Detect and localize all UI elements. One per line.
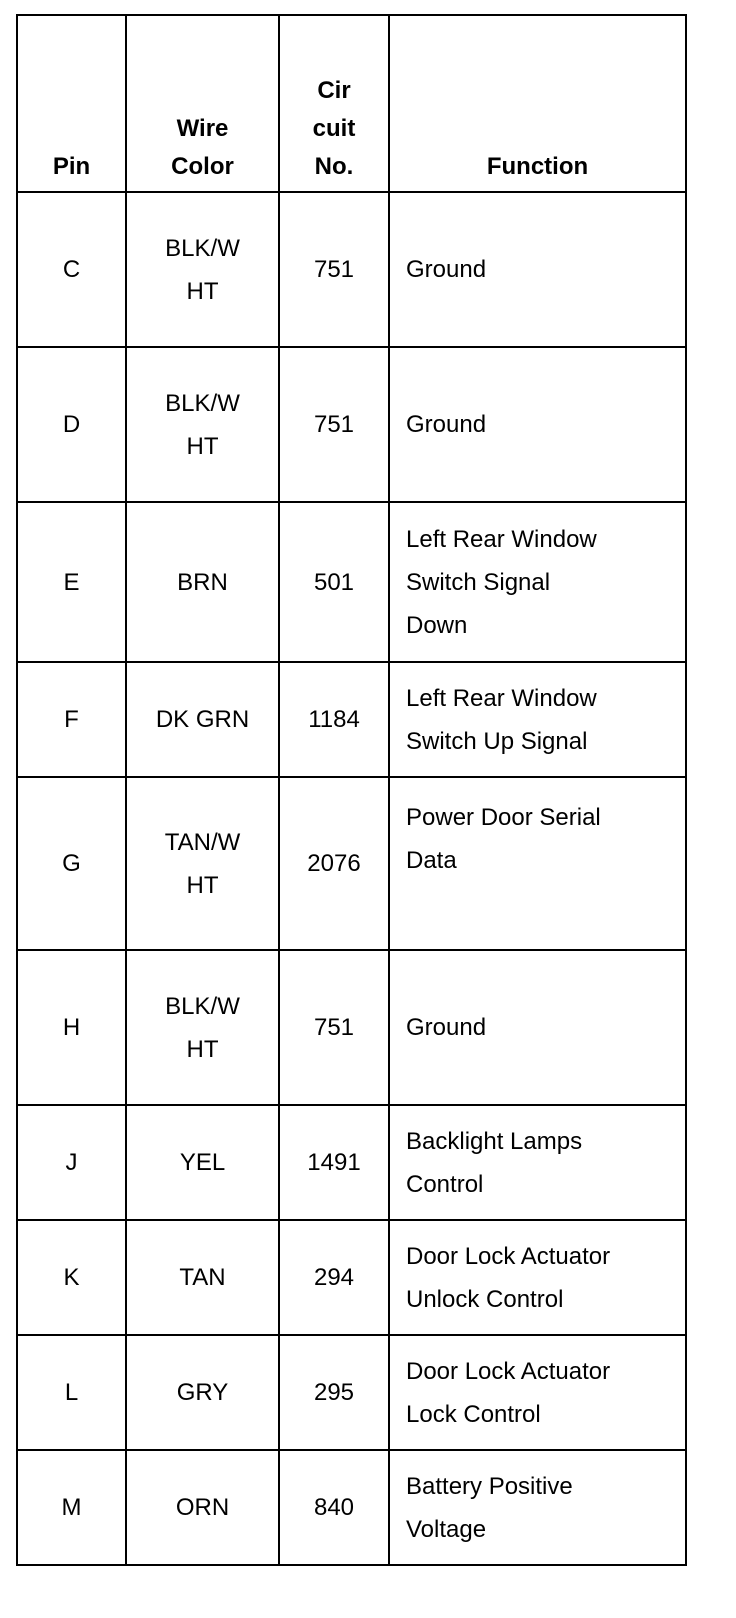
table-row [17,1105,686,1220]
circuit-cell: 751 [279,950,389,1105]
wire-color-cell: TAN [126,1220,279,1335]
wire-color-cell: YEL [126,1105,279,1220]
table-row [17,777,686,950]
function-cell: Ground [389,950,686,1105]
wire-color-cell: TAN/W HT [126,777,279,950]
circuit-cell: 1491 [279,1105,389,1220]
pin-cell: D [17,347,126,502]
function-cell: Door Lock Actuator Lock Control [389,1335,686,1450]
function-cell: Door Lock Actuator Unlock Control [389,1220,686,1335]
circuit-cell: 501 [279,502,389,662]
circuit-cell: 1184 [279,662,389,777]
wire-color-cell: BLK/W HT [126,950,279,1105]
header-function: Function [389,15,686,192]
pin-cell: K [17,1220,126,1335]
table-row [17,192,686,347]
header-circuit-no: Cir cuit No. [279,15,389,192]
wire-color-cell: BLK/W HT [126,192,279,347]
table-row [17,347,686,502]
function-cell: Left Rear Window Switch Up Signal [389,662,686,777]
wire-color-cell: BRN [126,502,279,662]
function-cell: Left Rear Window Switch Signal Down [389,502,686,662]
function-cell: Ground [389,192,686,347]
table-header [17,15,686,192]
table-row [17,950,686,1105]
header-wire-color: Wire Color [126,15,279,192]
circuit-cell: 751 [279,347,389,502]
connector-pinout-table-wrapper [16,14,685,1566]
function-cell: Ground [389,347,686,502]
pin-cell: E [17,502,126,662]
table-row [17,662,686,777]
table-row [17,502,686,662]
pin-cell: F [17,662,126,777]
circuit-cell: 2076 [279,777,389,950]
header-pin: Pin [17,15,126,192]
circuit-cell: 295 [279,1335,389,1450]
pin-cell: M [17,1450,126,1565]
circuit-cell: 840 [279,1450,389,1565]
function-cell: Power Door Serial Data [389,777,686,950]
wire-color-cell: DK GRN [126,662,279,777]
table-row [17,1220,686,1335]
wire-color-cell: GRY [126,1335,279,1450]
pin-cell: G [17,777,126,950]
table-row [17,1335,686,1450]
table-body [17,192,686,1565]
wire-color-cell: ORN [126,1450,279,1565]
pin-cell: H [17,950,126,1105]
pin-cell: L [17,1335,126,1450]
pin-cell: C [17,192,126,347]
function-cell: Battery Positive Voltage [389,1450,686,1565]
function-cell: Backlight Lamps Control [389,1105,686,1220]
circuit-cell: 294 [279,1220,389,1335]
connector-pinout-table [16,14,687,1566]
pin-cell: J [17,1105,126,1220]
wire-color-cell: BLK/W HT [126,347,279,502]
header-row [17,15,686,192]
circuit-cell: 751 [279,192,389,347]
table-row [17,1450,686,1565]
